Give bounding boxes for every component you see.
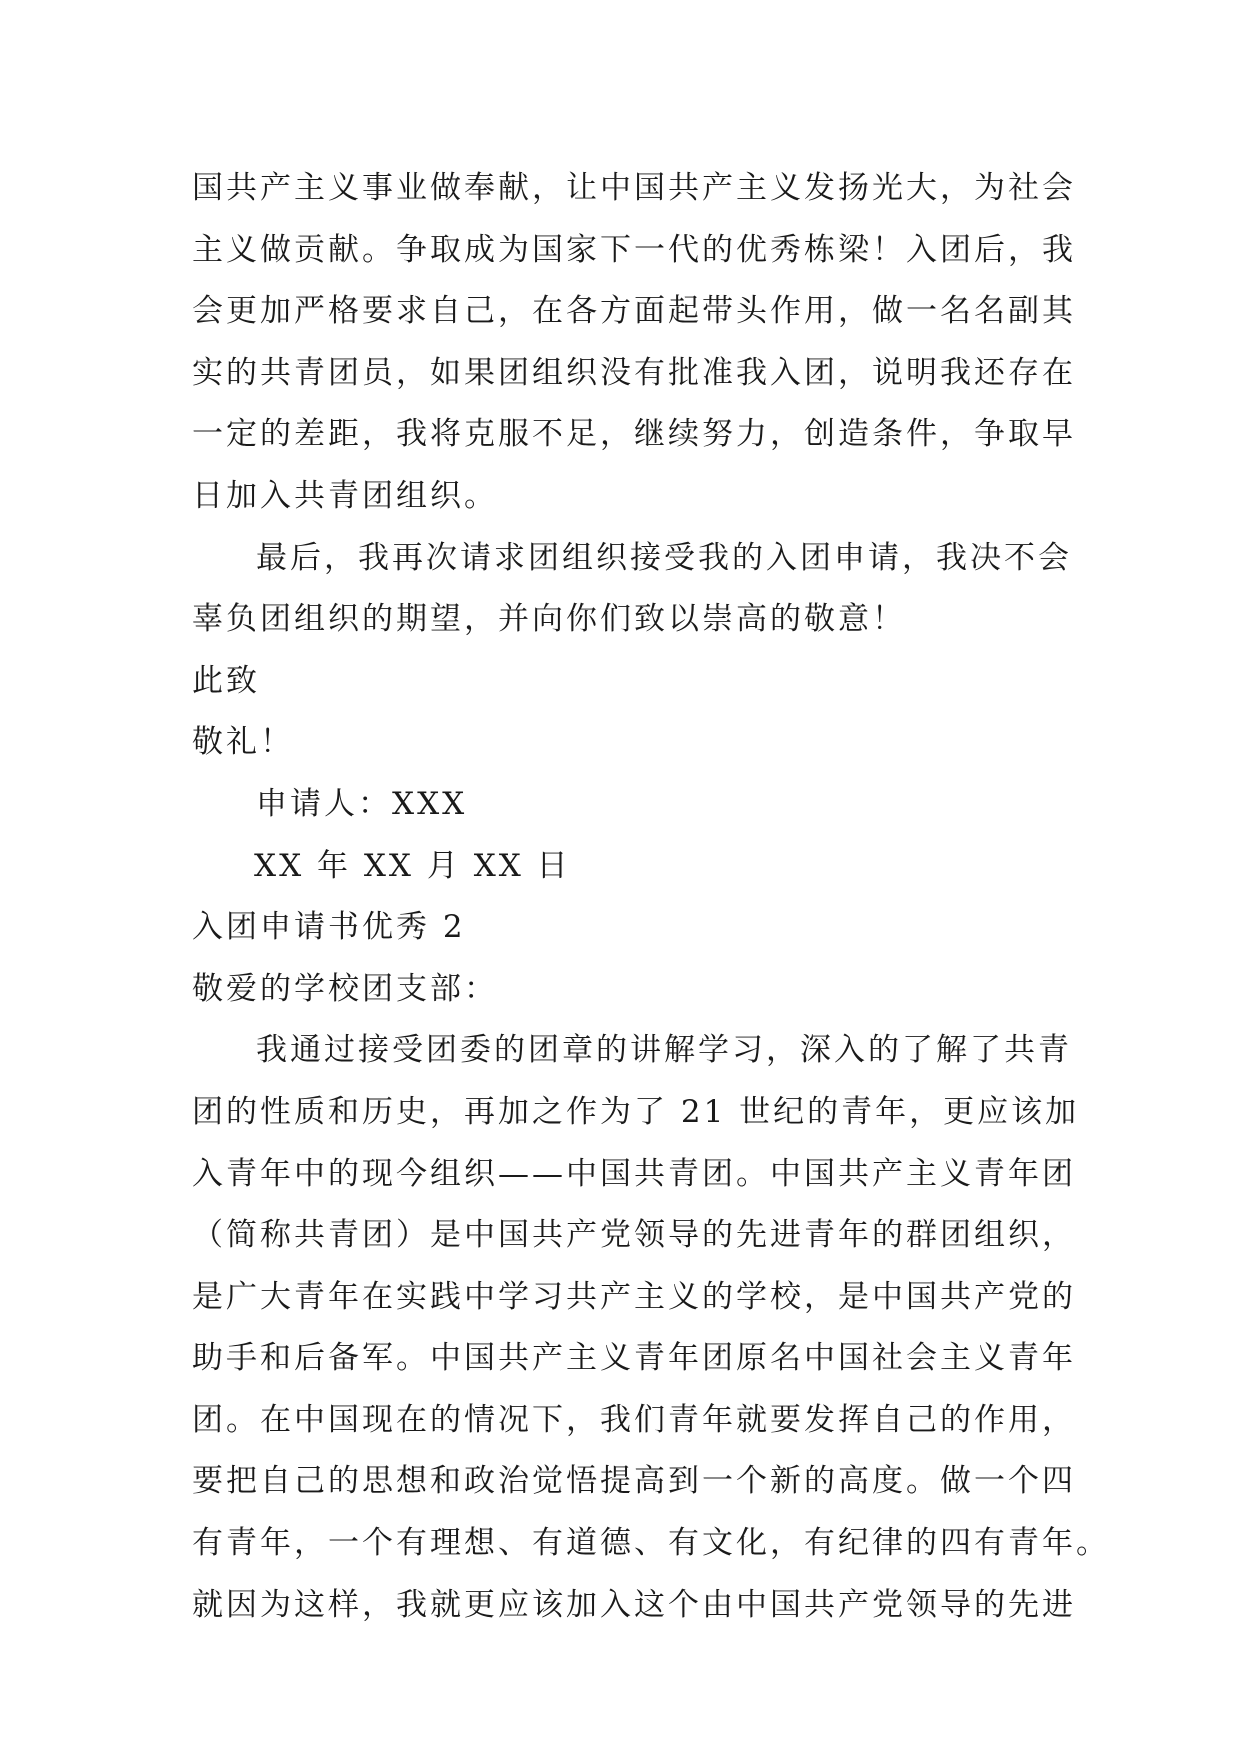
- signature-date: XX 年 XX 月 XX 日: [254, 847, 571, 884]
- document-body: [192, 158, 1110, 1636]
- paragraph-line: 有青年，一个有理想、有道德、有文化，有纪律的四有青年。: [192, 1525, 1110, 1562]
- paragraph-line: 是广大青年在实践中学习共产主义的学校，是中国共产党的: [192, 1278, 1076, 1315]
- paragraph-line: 最后，我再次请求团组织接受我的入团申请，我决不会: [256, 539, 1072, 576]
- paragraph-line: 国共产主义事业做奉献，让中国共产主义发扬光大，为社会: [192, 170, 1076, 206]
- closing-line: 此致: [192, 662, 260, 699]
- paragraph-line: 实的共青团员，如果团组织没有批准我入团，说明我还存在: [192, 354, 1076, 391]
- paragraph-line: 助手和后备军。中国共产主义青年团原名中国社会主义青年: [192, 1340, 1076, 1377]
- salutation: 敬爱的学校团支部：: [192, 970, 498, 1007]
- paragraph-line: 辜负团组织的期望，并向你们致以崇高的敬意！: [192, 601, 906, 638]
- paragraph-line: 就因为这样，我就更应该加入这个由中国共产党领导的先进: [192, 1586, 1076, 1623]
- paragraph-line: （简称共青团）是中国共产党领导的先进青年的群团组织，: [192, 1217, 1076, 1254]
- paragraph-line: 日加入共青团组织。: [192, 477, 498, 514]
- paragraph-line: 一定的差距，我将克服不足，继续努力，创造条件，争取早: [192, 416, 1076, 453]
- signature-applicant: 申请人：XXX: [256, 785, 468, 822]
- section-title: 入团申请书优秀 2: [192, 909, 466, 946]
- paragraph-line: 我通过接受团委的团章的讲解学习，深入的了解了共青: [256, 1032, 1072, 1069]
- paragraph-line: 主义做贡献。争取成为国家下一代的优秀栋梁！入团后，我: [192, 231, 1076, 268]
- paragraph-line: 会更加严格要求自己，在各方面起带头作用，做一名名副其: [192, 293, 1076, 330]
- paragraph-line: 团的性质和历史，再加之作为了 21 世纪的青年，更应该加: [192, 1093, 1080, 1130]
- paragraph-line: 要把自己的思想和政治觉悟提高到一个新的高度。做一个四: [192, 1463, 1076, 1500]
- paragraph-line: 入青年中的现今组织——中国共青团。中国共产主义青年团: [192, 1155, 1076, 1192]
- closing-line: 敬礼！: [192, 724, 294, 761]
- paragraph-line: 团。在中国现在的情况下，我们青年就要发挥自己的作用，: [192, 1401, 1076, 1438]
